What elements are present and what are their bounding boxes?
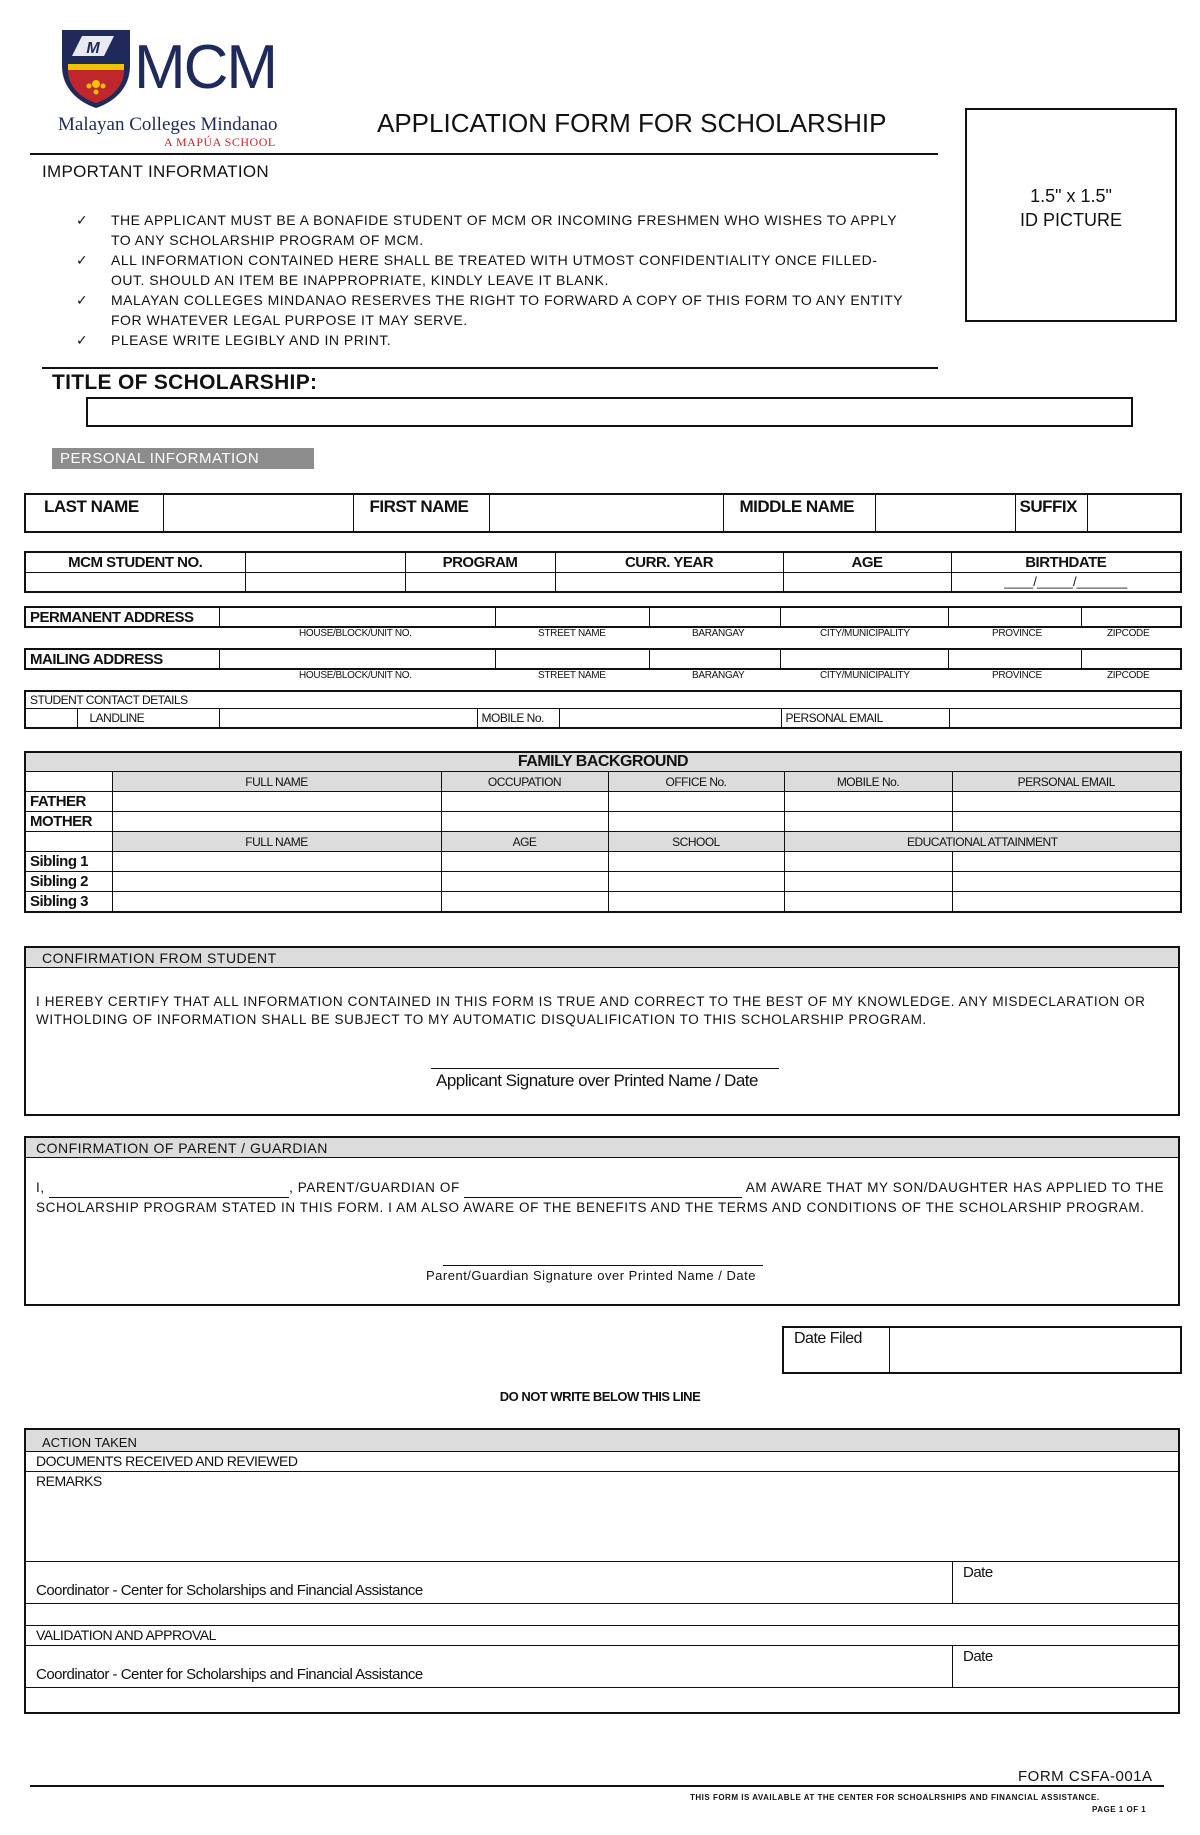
parent-name-blank[interactable] [49, 1178, 289, 1198]
table-row [25, 872, 1181, 892]
remarks-area[interactable]: REMARKS [26, 1472, 1178, 1562]
col-mobile-no: MOBILE No. [784, 772, 952, 792]
curr-year-field[interactable] [555, 572, 783, 592]
student-no-field-ext[interactable] [245, 572, 405, 592]
svg-text:M: M [86, 40, 100, 57]
sibling-1-attainment-ext[interactable] [952, 852, 1181, 872]
program-label: PROGRAM [405, 552, 555, 572]
checkmark-icon: ✓ [76, 292, 89, 308]
sib-col-attainment: EDUCATIONAL ATTAINMENT [784, 832, 1181, 852]
coordinator-1-blank-row [26, 1604, 1178, 1626]
permanent-address-label: PERMANENT ADDRESS [25, 607, 219, 627]
sibling-3-attainment-ext[interactable] [952, 892, 1181, 912]
mailing-address-label: MAILING ADDRESS [25, 649, 219, 669]
perm-province-field[interactable] [948, 607, 1081, 627]
school-tagline: A MAPÚA SCHOOL [164, 135, 276, 149]
form-availability: THIS FORM IS AVAILABLE AT THE CENTER FOR SCHOALRSHIPS AND FINANCIAL ASSISTANCE. [690, 1793, 1100, 1802]
important-heading: IMPORTANT INFORMATION [42, 162, 269, 181]
list-item: ✓ ALL INFORMATION CONTAINED HERE SHALL BE TREATED WITH UTMOST CONFIDENTIALITY ONCE FILLED-OUT. SHOULD AN ITEM BE INAPPROPRIATE, KINDLY LEAVE IT BLANK. [76, 252, 878, 288]
checkmark-icon: ✓ [76, 212, 89, 228]
parent-confirmation-heading: CONFIRMATION OF PARENT / GUARDIAN [26, 1138, 1178, 1158]
review-date-field[interactable]: Date [952, 1562, 1178, 1604]
sibling-2-school[interactable] [608, 872, 784, 892]
age-field[interactable] [783, 572, 951, 592]
school-logo [58, 26, 298, 151]
email-label: PERSONAL EMAIL [781, 708, 949, 728]
student-confirmation-box [24, 946, 1180, 1116]
father-mobile-field[interactable] [784, 792, 952, 812]
mail-province-field[interactable] [948, 649, 1081, 669]
father-office-field[interactable] [608, 792, 784, 812]
mail-house-field[interactable] [219, 649, 495, 669]
table-row [25, 792, 1181, 812]
father-occupation-field[interactable] [441, 792, 608, 812]
sib-col-age: AGE [441, 832, 608, 852]
id-picture-size: 1.5" x 1.5" [1030, 186, 1112, 206]
parent-signature-label: Parent/Guardian Signature over Printed Name / Date [426, 1268, 756, 1283]
sib-col-full-name: FULL NAME [112, 832, 441, 852]
sibling-2-name[interactable] [112, 872, 441, 892]
mail-city-field[interactable] [780, 649, 948, 669]
sibling-3-attainment[interactable] [784, 892, 952, 912]
birthdate-field[interactable]: ____/_____/_______ [951, 572, 1181, 592]
mailing-address-table [24, 648, 1182, 670]
title-rule [30, 153, 938, 155]
father-label: FATHER [25, 792, 112, 812]
curr-year-label: CURR. YEAR [555, 552, 783, 572]
action-taken-heading: ACTION TAKEN [26, 1430, 1178, 1452]
mail-barangay-field[interactable] [649, 649, 780, 669]
family-heading: FAMILY BACKGROUND [25, 752, 1181, 772]
sibling-1-label: Sibling 1 [25, 852, 112, 872]
mobile-field[interactable] [559, 708, 781, 728]
applicant-signature-line[interactable] [431, 1068, 779, 1069]
approval-date-field[interactable]: Date [952, 1646, 1178, 1688]
scholarship-title-field[interactable] [86, 397, 1133, 427]
mother-mobile-field[interactable] [784, 812, 952, 832]
coordinator-1-label: Coordinator - Center for Scholarships and Financial Assistance [36, 1582, 423, 1599]
footer-rule [30, 1785, 1164, 1787]
sibling-2-age[interactable] [441, 872, 608, 892]
table-row [25, 812, 1181, 832]
coordinator-2-label: Coordinator - Center for Scholarships and Financial Assistance [36, 1666, 423, 1683]
parent-confirmation-box [24, 1136, 1180, 1306]
suffix-field[interactable] [1087, 494, 1181, 532]
checkmark-icon: ✓ [76, 252, 89, 268]
logo-wordmark: MCM [134, 33, 277, 102]
landline-field[interactable] [219, 708, 477, 728]
student-details-table [24, 551, 1182, 593]
scholarship-title-label: TITLE OF SCHOLARSHIP: [52, 371, 318, 394]
form-title: APPLICATION FORM FOR SCHOLARSHIP [377, 108, 887, 138]
child-name-blank[interactable] [464, 1178, 742, 1198]
middle-name-label: MIDDLE NAME [723, 494, 875, 532]
contact-details-label: STUDENT CONTACT DETAILS [25, 691, 1181, 708]
name-table [24, 493, 1182, 533]
sibling-3-age[interactable] [441, 892, 608, 912]
suffix-label: SUFFIX [1015, 494, 1087, 532]
perm-barangay-field[interactable] [649, 607, 780, 627]
action-taken-box [24, 1428, 1180, 1714]
perm-city-field[interactable] [780, 607, 948, 627]
mail-street-field[interactable] [495, 649, 649, 669]
checkmark-icon: ✓ [76, 332, 89, 348]
contact-spacer [25, 708, 77, 728]
perm-zip-field[interactable] [1081, 607, 1181, 627]
mother-email-field[interactable] [952, 812, 1181, 832]
permanent-address-sublabels: HOUSE/BLOCK/UNIT NO. STREET NAME BARANGAY CITY/MUNICIPALITY PROVINCE ZIPCODE [299, 628, 1150, 639]
student-no-label: MCM STUDENT NO. [25, 552, 245, 572]
father-name-field[interactable] [112, 792, 441, 812]
mailing-address-sublabels: HOUSE/BLOCK/UNIT NO. STREET NAME BARANGAY CITY/MUNICIPALITY PROVINCE ZIPCODE [299, 670, 1150, 681]
important-list [76, 210, 906, 350]
student-no-field[interactable] [25, 572, 245, 592]
last-name-field[interactable] [163, 494, 353, 532]
sibling-1-name[interactable] [112, 852, 441, 872]
first-name-label: FIRST NAME [353, 494, 489, 532]
sibling-3-school[interactable] [608, 892, 784, 912]
sibling-3-label: Sibling 3 [25, 892, 112, 912]
parent-signature-line[interactable] [443, 1265, 763, 1266]
student-no-label-cell [245, 552, 405, 572]
sibling-2-label: Sibling 2 [25, 872, 112, 892]
date-filed-label: Date Filed [783, 1327, 889, 1373]
coordinator-row-2 [26, 1646, 1178, 1688]
middle-name-field[interactable] [875, 494, 1015, 532]
table-row [25, 892, 1181, 912]
mail-zip-field[interactable] [1081, 649, 1181, 669]
landline-label: LANDLINE [77, 708, 219, 728]
sibling-2-attainment-ext[interactable] [952, 872, 1181, 892]
birthdate-label: BIRTHDATE [951, 552, 1181, 572]
last-name-label: LAST NAME [25, 494, 163, 532]
page-number: PAGE 1 OF 1 [1092, 1805, 1147, 1814]
perm-street-field[interactable] [495, 607, 649, 627]
sibling-1-age[interactable] [441, 852, 608, 872]
list-item: ✓ PLEASE WRITE LEGIBLY AND IN PRINT. [76, 332, 392, 348]
do-not-write-notice: DO NOT WRITE BELOW THIS LINE [499, 1389, 701, 1404]
family-background-table [24, 751, 1182, 913]
email-field[interactable] [949, 708, 1181, 728]
mother-label: MOTHER [25, 812, 112, 832]
validation-row: VALIDATION AND APPROVAL [26, 1626, 1178, 1646]
docs-received-row: DOCUMENTS RECEIVED AND REVIEWED [26, 1452, 1178, 1472]
sib-col-school: SCHOOL [608, 832, 784, 852]
id-picture-label: ID PICTURE [1019, 210, 1122, 230]
form-code: FORM CSFA-001A [1018, 1768, 1153, 1785]
family-corner [25, 772, 112, 792]
sibling-3-name[interactable] [112, 892, 441, 912]
date-filed-table [782, 1326, 1182, 1374]
age-label: AGE [783, 552, 951, 572]
sibling-1-school[interactable] [608, 852, 784, 872]
sibling-corner [25, 832, 112, 852]
mother-occupation-field[interactable] [441, 812, 608, 832]
col-office-no: OFFICE No. [608, 772, 784, 792]
parent-confirmation-text: I, , PARENT/GUARDIAN OF AM AWARE THAT MY SON/DAUGHTER HAS APPLIED TO THE SCHOLARSHIP PROGRAM STATED IN THIS FORM. I AM ALSO AWARE OF THE BENEFITS AND THE TERMS AND CONDITIONS OF THE SCHOLARSHIP PROGRAM. [36, 1180, 1165, 1215]
table-row [25, 852, 1181, 872]
sibling-2-attainment[interactable] [784, 872, 952, 892]
contact-details-table [24, 690, 1182, 729]
col-occupation: OCCUPATION [441, 772, 608, 792]
program-field[interactable] [405, 572, 555, 592]
important-rule [42, 367, 938, 369]
permanent-address-table [24, 606, 1182, 628]
father-email-field[interactable] [952, 792, 1181, 812]
applicant-signature-label: Applicant Signature over Printed Name / Date [436, 1071, 758, 1090]
mother-name-field[interactable] [112, 812, 441, 832]
col-personal-email: PERSONAL EMAIL [952, 772, 1181, 792]
coordinator-row-1 [26, 1562, 1178, 1604]
student-confirmation-text: I HEREBY CERTIFY THAT ALL INFORMATION CONTAINED IN THIS FORM IS TRUE AND CORRECT TO THE BEST OF MY KNOWLEDGE. ANY MISDECLARATION OR WITHOLDING OF INFORMATION SHALL BE SUBJECT TO MY AUTOMATIC DISQUALIFICATION TO THIS SCHOLARSHIP PROGRAM. [36, 994, 1146, 1027]
list-item: ✓ THE APPLICANT MUST BE A BONAFIDE STUDENT OF MCM OR INCOMING FRESHMEN WHO WISHES TO APPLY TO ANY SCHOLARSHIP PROGRAM OF MCM. [76, 212, 897, 248]
date-filed-field[interactable] [889, 1327, 1181, 1373]
mobile-label: MOBILE No. [477, 708, 559, 728]
first-name-field[interactable] [489, 494, 723, 532]
list-item: ✓ MALAYAN COLLEGES MINDANAO RESERVES THE RIGHT TO FORWARD A COPY OF THIS FORM TO ANY ENTITY FOR WHATEVER LEGAL PURPOSE IT MAY SERVE. [76, 292, 903, 328]
sibling-1-attainment[interactable] [784, 852, 952, 872]
col-full-name: FULL NAME [112, 772, 441, 792]
perm-house-field[interactable] [219, 607, 495, 627]
student-confirmation-heading: CONFIRMATION FROM STUDENT [26, 948, 1178, 968]
mother-office-field[interactable] [608, 812, 784, 832]
id-picture-box[interactable] [965, 108, 1177, 322]
shield-crest-icon [58, 26, 134, 110]
school-name: Malayan Colleges Mindanao [58, 114, 278, 135]
personal-info-heading: PERSONAL INFORMATION [52, 448, 314, 469]
